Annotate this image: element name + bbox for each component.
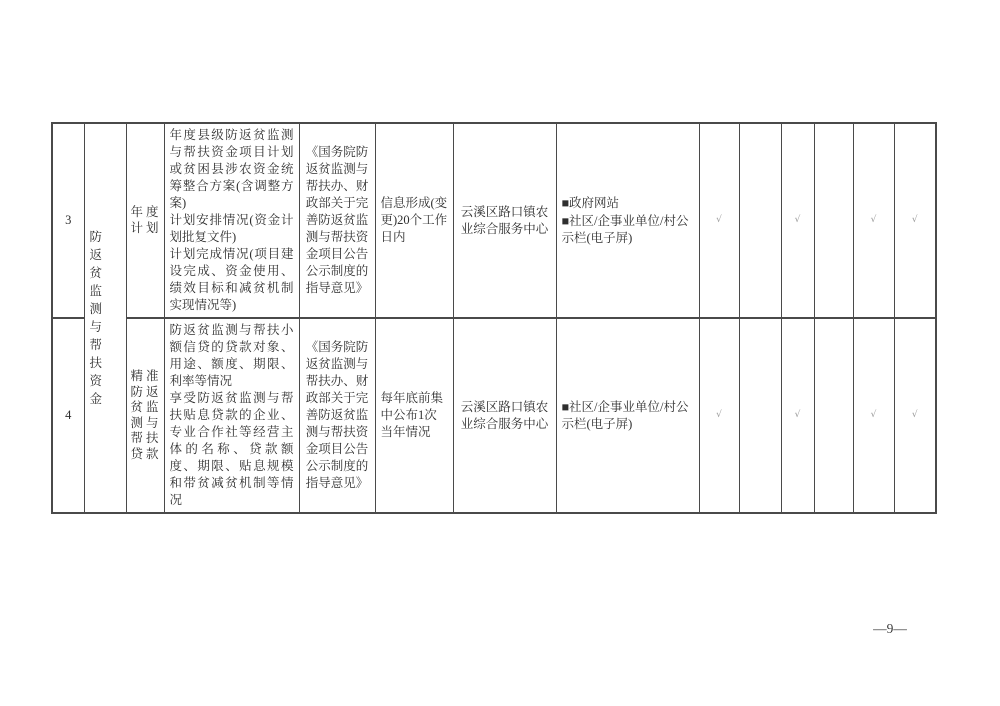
- time-cell: 每年底前集中公布1次当年情况: [375, 318, 453, 513]
- page-number: —9—: [873, 621, 907, 636]
- check-cell: [814, 318, 853, 513]
- check-cell: √: [894, 123, 936, 318]
- content-paragraph: 计划完成情况(项目建设完成、资金使用、绩效目标和减贫机制实现情况等): [169, 247, 294, 312]
- row-number-cell: 4: [52, 318, 84, 513]
- check-cell: √: [853, 318, 894, 513]
- item-cell: 精准防返贫监测与帮扶贷款: [126, 318, 164, 513]
- check-cell: √: [699, 123, 739, 318]
- entity-cell: 云溪区路口镇农业综合服务中心: [453, 318, 556, 513]
- content-paragraph: 防返贫监测与帮扶小额信贷的贷款对象、用途、额度、期限、利率等情况: [169, 323, 294, 388]
- check-cell: √: [699, 318, 739, 513]
- content-cell: [164, 318, 299, 513]
- check-cell: [814, 123, 853, 318]
- content-paragraph: 计划安排情况(资金计划批复文件): [169, 213, 294, 244]
- check-cell: [739, 123, 781, 318]
- basis-cell: 《国务院防返贫监测与帮扶办、财政部关于完善防返贫监测与帮扶资金项目公告公示制度的指导意见》: [299, 318, 375, 513]
- row-number-cell: 3: [52, 123, 84, 318]
- disclosure-table: [51, 122, 937, 514]
- check-cell: √: [781, 123, 814, 318]
- content-paragraph: 年度县级防返贫监测与帮扶资金项目计划或贫困县涉农资金统筹整合方案(含调整方案): [169, 128, 294, 210]
- content-cell: [164, 123, 299, 318]
- entity-cell: 云溪区路口镇农业综合服务中心: [453, 123, 556, 318]
- channel-item: ■政府网站: [561, 195, 620, 210]
- check-cell: √: [781, 318, 814, 513]
- basis-cell: 《国务院防返贫监测与帮扶办、财政部关于完善防返贫监测与帮扶资金项目公告公示制度的指导意见》: [299, 123, 375, 318]
- channel-cell: [556, 318, 699, 513]
- time-cell: 信息形成(变更)20个工作日内: [375, 123, 453, 318]
- category-cell: 防返贫监测与帮扶资金: [84, 123, 126, 513]
- channel-item: ■社区/企事业单位/村公示栏(电子屏): [561, 213, 689, 245]
- check-cell: √: [894, 318, 936, 513]
- table-row: [52, 123, 936, 318]
- check-cell: √: [853, 123, 894, 318]
- channel-cell: [556, 123, 699, 318]
- channel-item: ■社区/企事业单位/村公示栏(电子屏): [561, 399, 689, 431]
- table-row: [52, 318, 936, 513]
- item-cell: 年度计划: [126, 123, 164, 318]
- content-paragraph: 享受防返贫监测与帮扶贴息贷款的企业、专业合作社等经营主体的名称、贷款额度、期限、贴息规模和带贫减贫机制等情况: [169, 391, 294, 507]
- check-cell: [739, 318, 781, 513]
